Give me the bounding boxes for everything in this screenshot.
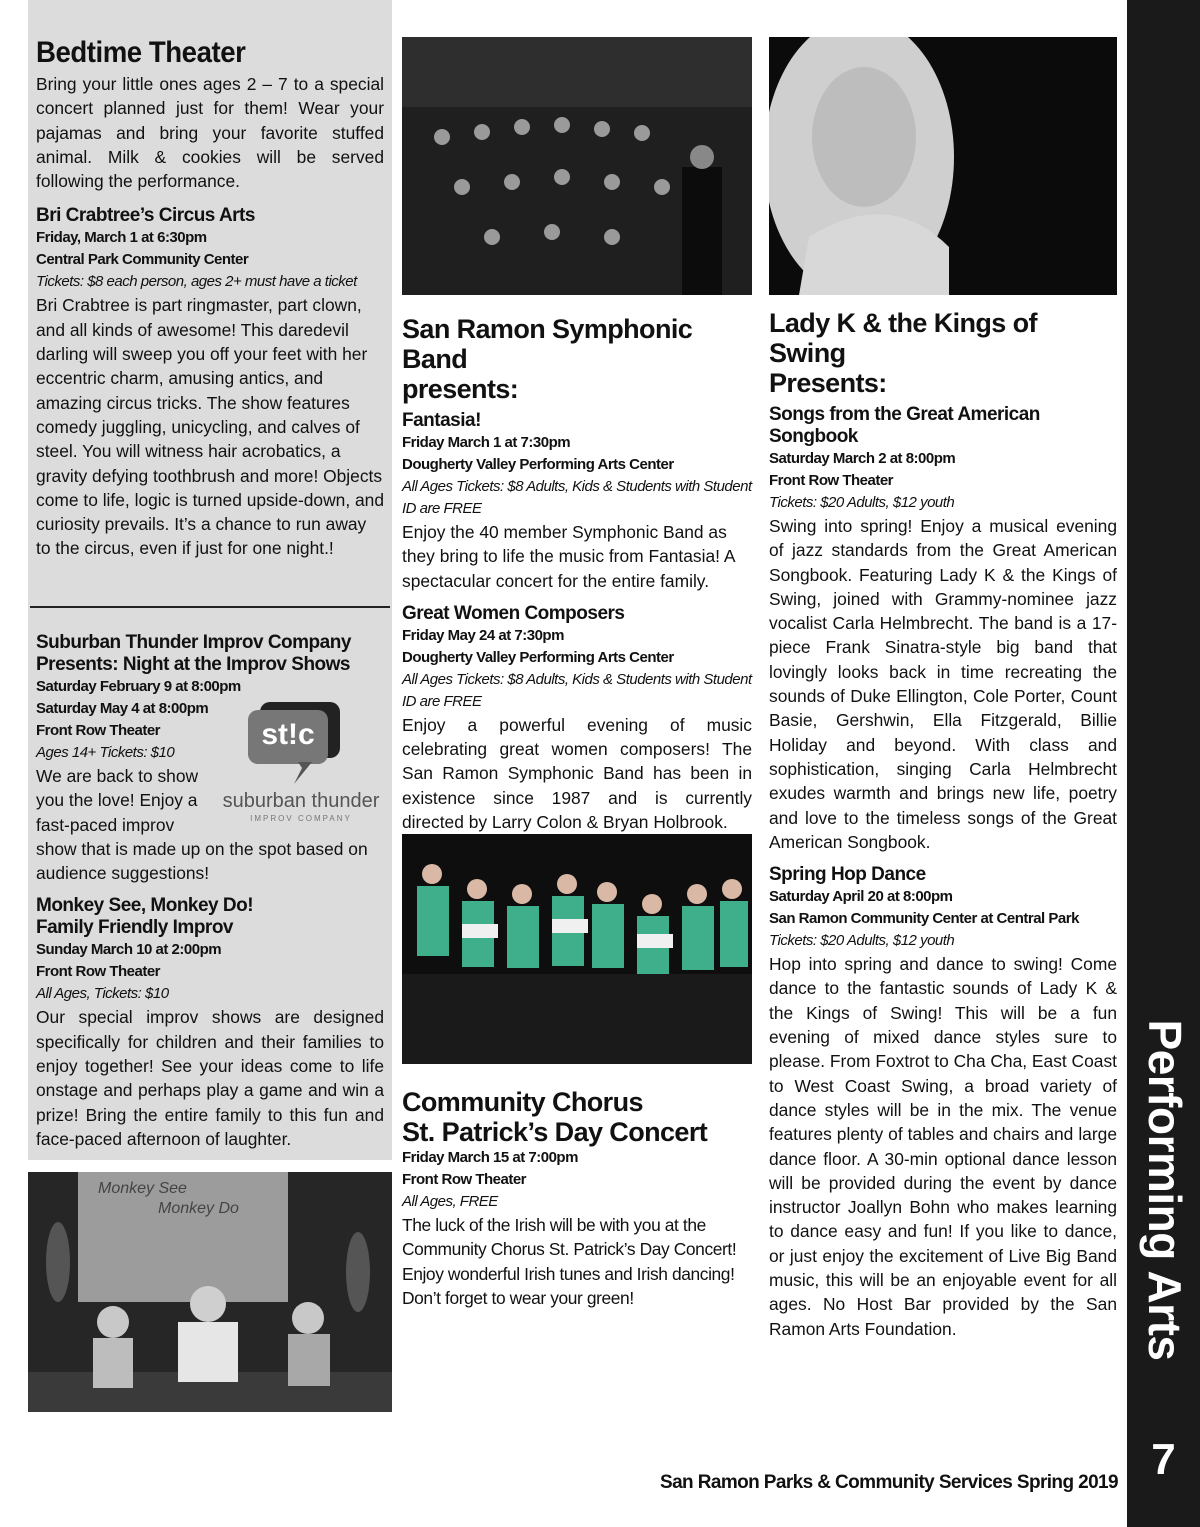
songbook-title: Songs from the Great American Songbook — [769, 404, 1040, 447]
monkey-sign-line-2: Monkey Do — [158, 1200, 239, 1217]
hop-venue: San Ramon Community Center at Central Park — [769, 910, 1079, 928]
section-tab — [1135, 1000, 1195, 1380]
monkey-sign-line-1: Monkey See — [98, 1180, 187, 1197]
symphonic-title-2: presents: — [402, 374, 519, 404]
symphonic-title-1: San Ramon Symphonic Band — [402, 314, 693, 374]
improv-venue: Front Row Theater — [36, 722, 161, 739]
circus-venue: Central Park Community Center — [36, 251, 249, 269]
logo-name: suburban thunder — [222, 790, 380, 812]
monkey-venue: Front Row Theater — [36, 963, 161, 981]
lady-k-section — [769, 308, 1117, 1341]
hop-title: Spring Hop Dance — [769, 864, 926, 886]
hop-tickets: Tickets: $20 Adults, $12 youth — [769, 932, 955, 950]
hop-desc: Hop into spring and dance to swing! Come dance to the fantastic sounds of Lady K & the Kings of Swing! This will be a fun evening of mixed dance styles sure to please. From Foxtrot to Cha Cha, East Coast to West Coast Swing, a broad variety of dance styles will be in the mix. The venue features plenty of tables and chairs and large dance floor. A 30-min optional dance lesson will be provided during the event by dance instructor Joallyn Bohn who makes learning to dance easy and fun! If you like to dance, or just enjoy the excitement of Live Big Band music, this will be an enjoyable event for all ages. No Host Bar provided by the San Ramon Arts Foundation. — [769, 954, 1117, 1339]
improv-tickets: Ages 14+ Tickets: $10 — [36, 744, 175, 761]
circus-desc: Bri Crabtree is part ringmaster, part clown, and all kinds of awesome! This daredevil darling will sweep you off your feet with her eccentric charm, amusing antics, and amazing circus tricks. The show features comedy juggling, unicycling, and calves of steel. You will witness hair acrobatics, a gravity defying toothbrush and more! Objects come to life, logic is turned upside-down, and curiosity prevails. It’s a chance to run away to the circus, even if just for one night.! — [36, 295, 385, 559]
women-desc: Enjoy a powerful evening of music celebrating great women composers! The San Ramon Symphonic Band has been in existence since 1987 and is currently directed by Larry Colon & Bryan Holbrook. — [402, 714, 752, 833]
chorus-desc: The luck of the Irish will be with you at the Community Chorus St. Patrick’s Day Concert! Enjoy wonderful Irish tunes and Irish dancing! Don’t forget to wear your green! — [402, 1215, 737, 1308]
fantasia-tickets: All Ages Tickets: $8 Adults, Kids & Students with Student ID are FREE — [402, 478, 752, 517]
section-title: Performing Arts — [1139, 1019, 1191, 1361]
footer-text: San Ramon Parks & Community Services Spring 2019 — [660, 1472, 1118, 1493]
monkey-tickets: All Ages, Tickets: $10 — [36, 985, 169, 1003]
chorus-date: Friday March 15 at 7:00pm — [402, 1149, 578, 1166]
monkey-title-1: Monkey See, Monkey Do! — [36, 895, 254, 917]
improv-desc-line-3: fast-paced improv — [36, 814, 175, 835]
songbook-desc: Swing into spring! Enjoy a musical evening of jazz standards from the Great American Songbook. Featuring Lady K & the Kings of Swing, joined with Grammy-nominee jazz vocalist Carla Helmbrecht. The band is a 17-piece Frank Sinatra-style big band that lovingly looks back in time recreating the sounds of Duke Ellington, Cole Porter, Count Basie, Gershwin, Ella Fitzgerald, Billie Holiday and beyond. With class and sophistication, singing Carla Helmbrecht exudes warmth and brings new life, poetry and love to the timeless songs of the Great American Songbook. — [769, 516, 1117, 852]
symphonic-section — [402, 314, 752, 834]
improv-title-1: Suburban Thunder Improv Company — [36, 632, 351, 653]
chorus-venue: Front Row Theater — [402, 1171, 527, 1188]
page-number: 7 — [1151, 1435, 1176, 1484]
fantasia-date: Friday March 1 at 7:30pm — [402, 434, 571, 451]
fantasia-venue: Dougherty Valley Performing Arts Center — [402, 456, 674, 473]
monkey-date: Sunday March 10 at 2:00pm — [36, 941, 222, 959]
section-divider — [30, 606, 390, 608]
chorus-tickets: All Ages, FREE — [402, 1193, 498, 1210]
improv-date-1: Saturday February 9 at 8:00pm — [36, 678, 241, 695]
monkey-see-photo — [28, 1172, 392, 1412]
songbook-venue: Front Row Theater — [769, 472, 894, 489]
hop-date: Saturday April 20 at 8:00pm — [769, 888, 953, 906]
lady-k-title-2: Presents: — [769, 368, 887, 398]
improv-date-2: Saturday May 4 at 8:00pm — [36, 700, 209, 717]
improv-desc-line-2: you the love! Enjoy a — [36, 790, 198, 811]
lady-k-photo — [769, 37, 1117, 295]
suburban-thunder-logo — [216, 696, 386, 826]
fantasia-title: Fantasia! — [402, 410, 481, 431]
bedtime-intro: Bring your little ones ages 2 – 7 to a special concert planned just for them! Wear your pajamas and bring your favorite stuffed animal. Milk & cookies will be served following the performance. — [36, 74, 384, 192]
logo-subtitle: IMPROV COMPANY — [250, 814, 352, 823]
fantasia-desc: Enjoy the 40 member Symphonic Band as they bring to life the music from Fantasia! A spectacular concert for the entire family. — [402, 522, 735, 591]
women-date: Friday May 24 at 7:30pm — [402, 626, 564, 644]
improv-title-2: Presents: Night at the Improv Shows — [36, 654, 350, 675]
logo-mark: st!c — [261, 718, 315, 751]
monkey-title-2: Family Friendly Improv — [36, 917, 233, 939]
women-title: Great Women Composers — [402, 602, 625, 624]
symphonic-band-photo — [402, 37, 752, 295]
chorus-section — [402, 1087, 752, 1310]
circus-date: Friday, March 1 at 6:30pm — [36, 229, 207, 247]
circus-title: Bri Crabtree’s Circus Arts — [36, 205, 255, 227]
monkey-desc: Our special improv shows are designed specifically for children and their families to enjoy together! See your ideas come to life onstage and perhaps play a game and win a prize! Bring the entire family to this fun and face-paced afternoon of laughter. — [36, 1007, 384, 1149]
songbook-date: Saturday March 2 at 8:00pm — [769, 450, 956, 467]
circus-tickets: Tickets: $8 each person, ages 2+ must have a ticket — [36, 273, 357, 291]
women-venue: Dougherty Valley Performing Arts Center — [402, 648, 674, 666]
lady-k-title-1: Lady K & the Kings of Swing — [769, 308, 1037, 368]
women-tickets: All Ages Tickets: $8 Adults, Kids & Students with Student ID are FREE — [402, 670, 752, 710]
bedtime-title: Bedtime Theater — [36, 36, 246, 69]
improv-desc: show that is made up on the spot based on audience suggestions! — [36, 838, 368, 884]
chorus-title-2: St. Patrick’s Day Concert — [402, 1117, 708, 1147]
songbook-tickets: Tickets: $20 Adults, $12 youth — [769, 494, 955, 511]
bedtime-section — [36, 36, 384, 561]
chorus-title-1: Community Chorus — [402, 1087, 643, 1117]
community-chorus-photo — [402, 834, 752, 1064]
improv-desc-line-1: We are back to show — [36, 766, 199, 786]
